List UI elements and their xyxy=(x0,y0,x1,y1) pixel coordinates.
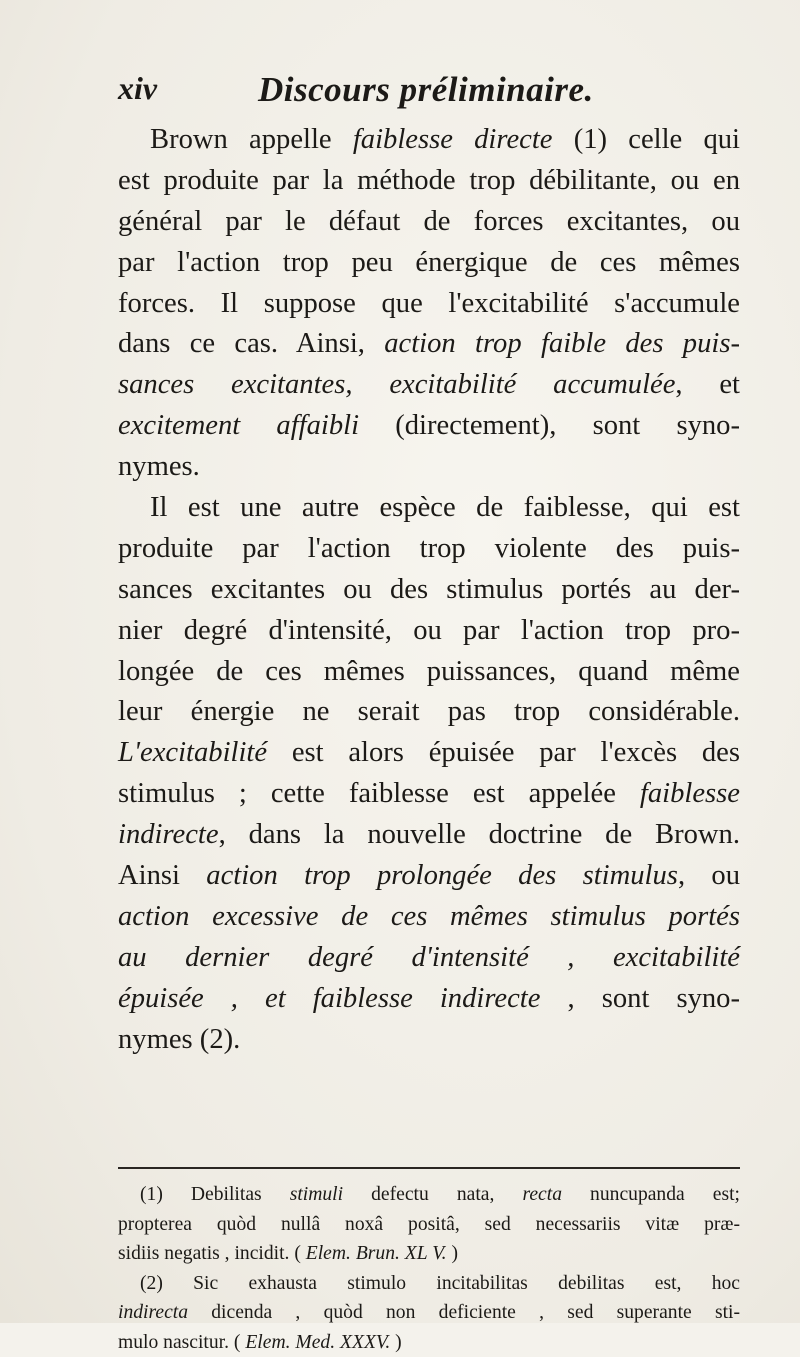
text-line: forces. Il suppose que l'excitabilité s'accumule xyxy=(118,284,740,325)
text-line: dans ce cas. Ainsi, action trop faible des puis- xyxy=(118,324,740,365)
footnote-line: (2) Sic exhausta stimulo incitabilitas debilitas est, hoc xyxy=(118,1269,740,1299)
text-line: Brown appelle faiblesse directe (1) celle qui xyxy=(118,120,740,161)
text-line: général par le défaut de forces excitantes, ou xyxy=(118,202,740,243)
text-line: par l'action trop peu énergique de ces mêmes xyxy=(118,243,740,284)
text-line: épuisée , et faiblesse indirecte , sont syno- xyxy=(118,979,740,1020)
text-line: stimulus ; cette faiblesse est appelée faiblesse xyxy=(118,774,740,815)
text-line: nier degré d'intensité, ou par l'action trop pro- xyxy=(118,611,740,652)
page-number: xiv xyxy=(118,70,157,107)
footnote-line: propterea quòd nullâ noxâ positâ, sed necessariis vitæ præ- xyxy=(118,1210,740,1240)
footnote-line: indirecta dicenda , quòd non deficiente , sed superante sti- xyxy=(118,1298,740,1328)
text-line: sances excitantes, excitabilité accumulée, et xyxy=(118,365,740,406)
text-line: Il est une autre espèce de faiblesse, qui est xyxy=(118,488,740,529)
text-line: nymes. xyxy=(118,447,740,488)
footnote-line: mulo nascitur. ( Elem. Med. XXXV. ) xyxy=(118,1328,740,1357)
running-title: Discours préliminaire. xyxy=(258,70,594,110)
text-line: sances excitantes ou des stimulus portés au der- xyxy=(118,570,740,611)
text-line: excitement affaibli (directement), sont syno- xyxy=(118,406,740,447)
footnote-line: (1) Debilitas stimuli defectu nata, recta nuncupanda est; xyxy=(118,1180,740,1210)
text-line: Ainsi action trop prolongée des stimulus, ou xyxy=(118,856,740,897)
text-line: leur énergie ne serait pas trop considérable. xyxy=(118,692,740,733)
footnote-line: sidiis negatis , incidit. ( Elem. Brun. XL V. ) xyxy=(118,1239,740,1269)
text-line: au dernier degré d'intensité , excitabilité xyxy=(118,938,740,979)
text-line: nymes (2). xyxy=(118,1020,740,1061)
text-line: longée de ces mêmes puissances, quand même xyxy=(118,652,740,693)
text-line: action excessive de ces mêmes stimulus portés xyxy=(118,897,740,938)
footnote-rule xyxy=(118,1167,740,1169)
footnotes xyxy=(118,1180,740,1357)
text-line: produite par l'action trop violente des puis- xyxy=(118,529,740,570)
text-line: est produite par la méthode trop débilitante, ou en xyxy=(118,161,740,202)
page-header xyxy=(118,70,738,120)
text-line: L'excitabilité est alors épuisée par l'excès des xyxy=(118,733,740,774)
body-text xyxy=(118,120,740,1060)
text-line: indirecte, dans la nouvelle doctrine de Brown. xyxy=(118,815,740,856)
